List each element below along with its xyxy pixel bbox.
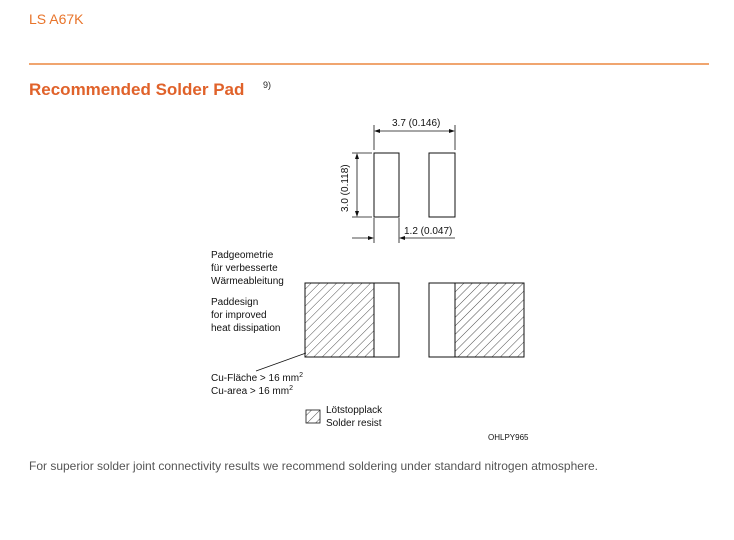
footnote-marker: 9): [263, 80, 272, 90]
label-de-line-1: Padgeometrie: [211, 250, 274, 261]
label-de-line-2: für verbesserte: [211, 263, 278, 274]
legend-hatch-swatch: [306, 410, 320, 423]
legend-label-de: Lötstopplack: [326, 405, 383, 416]
label-en-line-2: for improved: [211, 310, 267, 321]
dimension-width: [374, 118, 455, 150]
cu-area-en: Cu-area > 16 $mm^2$: [211, 385, 293, 397]
dimension-gap: [352, 218, 455, 243]
cu-area-de: Cu-Fläche > 16 $mm^2$: [211, 372, 303, 384]
label-de-line-3: Wärmeableitung: [211, 276, 284, 287]
dimension-height-label: 3.0 (0.118): [340, 164, 351, 212]
dimension-width-label: 3.7 (0.146): [392, 118, 441, 129]
section-title: Recommended Solder Pad: [29, 80, 245, 99]
copper-area-right: [455, 283, 524, 357]
pad-right-bottom: [429, 283, 455, 357]
label-en-line-3: heat dissipation: [211, 323, 281, 334]
copper-leader-line: [256, 353, 306, 371]
footer-note: For superior solder joint connectivity results we recommend soldering under standard nitrogen atmosphere.: [29, 459, 598, 473]
pad-left-bottom: [374, 283, 399, 357]
drawing-id: OHLPY965: [488, 433, 529, 442]
dimension-gap-label: 1.2 (0.047): [404, 226, 453, 237]
copper-area-left: [305, 283, 374, 357]
pad-left-top: [374, 153, 399, 217]
label-en-line-1: Paddesign: [211, 297, 259, 308]
legend-label-en: Solder resist: [326, 418, 382, 429]
pad-right-top: [429, 153, 455, 217]
dimension-height: [340, 153, 372, 217]
product-code: LS A67K: [29, 11, 84, 27]
